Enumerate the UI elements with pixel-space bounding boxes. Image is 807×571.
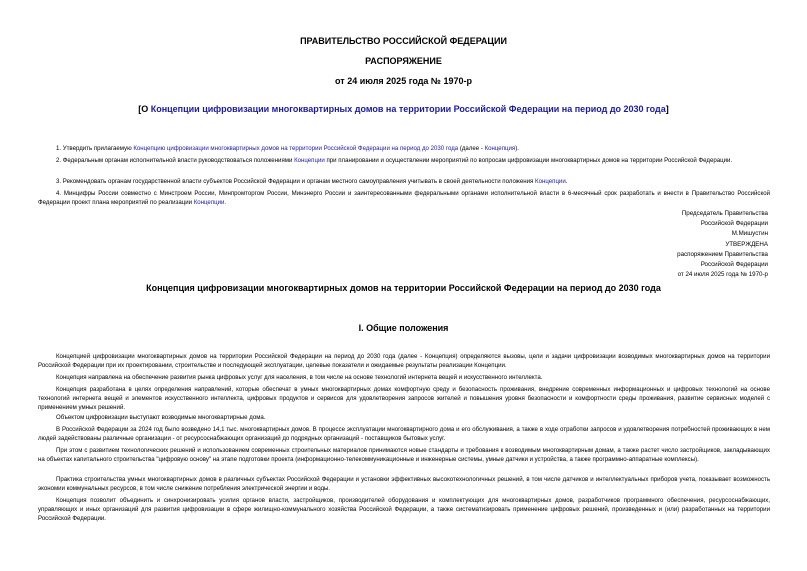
concept-title: Концепция цифровизации многоквартирных домов на территории Российской Федерации на период до 2030 года bbox=[146, 283, 661, 293]
title-bracket-close: ] bbox=[665, 104, 669, 114]
concept-paragraph-6 bbox=[38, 446, 770, 464]
concept-paragraph-5 bbox=[38, 425, 770, 443]
order-p2-end: при планировании и осуществлении мероприятий по вопросам цифровизации многоквартирных домов на территории Российской Федерации. bbox=[324, 157, 733, 164]
concept-paragraph-8 bbox=[38, 496, 770, 524]
signature-position: Председатель Правительства bbox=[681, 210, 768, 217]
concept-p5-text: В Российской Федерации за 2024 год было возведено 14,1 тыс. многоквартирных домов. В процессе эксплуатации многоквартирного дома и его обслуживания, а также в ходе отработки запросов и удовлетворения потребностей проживающих в нем людей задействованы различные организации - от ресурсоснабжающих организаций до подрядных организаций - поставщиков бытовых услуг. bbox=[38, 426, 770, 443]
approval-date: от 24 июля 2025 года № 1970-р bbox=[677, 271, 768, 279]
concept-p8-text: Концепция позволит объединить и синхронизировать усилия органов власти, застройщиков, производителей оборудования и комплектующих для многоквартирных домов, разработчиков программного обеспечения, ресурсоснабжающих, управляющих и иных организаций для развития цифровизации в сфере жилищно-коммунального хозяйства Российской Федерации, а также систематизировать применение цифровых решений, произведенных и (или) разработанных на территории Российской Федерации. bbox=[38, 497, 770, 523]
order-p1-link[interactable]: Концепцию цифровизации многоквартирных домов на территории Российской Федерации на период до 2030 года bbox=[133, 145, 459, 152]
order-p1-mid: (далее - bbox=[458, 145, 485, 152]
order-p4-text: 4. Минцифры России совместно с Минстроем России, Минпромторгом России, Минэнерго России и заинтересованными федеральными органами исполнительной власти в 6-месячный срок разработать и внести в Правительство Российской Федерации проект плана мероприятий по реализации bbox=[38, 190, 770, 207]
signature-block bbox=[568, 209, 768, 280]
government-heading: ПРАВИТЕЛЬСТВО РОССИЙСКОЙ ФЕДЕРАЦИИ bbox=[300, 36, 507, 46]
concept-paragraph-1 bbox=[38, 352, 770, 370]
concept-paragraph-7 bbox=[38, 475, 770, 493]
order-p1-end: ). bbox=[515, 145, 519, 152]
date-number-heading: от 24 июля 2025 года № 1970-р bbox=[335, 76, 472, 86]
concept-paragraph-3 bbox=[38, 385, 770, 413]
section-heading: I. Общие положения bbox=[358, 323, 449, 333]
concept-p3-text: Концепция разработана в целях определения направлений, которые обеспечат в умных многоквартирных домах комфортную среду и безопасность проживания, внедрение современных информационных и цифровых технологий на основе технологий интернета вещей и элементов искусственного интеллекта, цифровых продуктов и сервисов для удовлетворения запросов жителей и повышения уровня безопасности и комфортности среды проживания, развитие сервисных моделей с применением умных решений. bbox=[38, 386, 770, 412]
concept-p6-text: При этом с развитием технологических решений и использованием современных строительных материалов принимаются новые стандарты и требования к возводимым многоквартирным домам, а также растет число застройщиков, закладывающих на объектах капитального строительства "цифровую основу" на этапе подготовки проекта (информационно-телекоммуникационные и инженерные системы, умные датчики и устройства, а также программно-аппаратные комплексы). bbox=[38, 447, 770, 464]
order-p3-text: 3. Рекомендовать органам государственной власти субъектов Российской Федерации и органам местного самоуправления учитывать в своей деятельности положения bbox=[56, 178, 536, 185]
order-p2-text: 2. Федеральным органам исполнительной власти руководствоваться положениями bbox=[56, 157, 295, 164]
document-title bbox=[0, 104, 807, 114]
concept-p4-text: Объектом цифровизации выступают возводимые многоквартирные дома. bbox=[56, 414, 266, 421]
order-p4-end: . bbox=[224, 199, 227, 207]
approval-by: распоряжением Правительства bbox=[677, 250, 768, 258]
concept-paragraph-2 bbox=[38, 373, 770, 382]
title-bracket-open: [О bbox=[138, 104, 151, 114]
signature-country: Российской Федерации bbox=[700, 220, 768, 228]
concept-p7-text: Практика строительства умных многоквартирных домов в различных субъектах Российской Федерации и установки эффективных высокотехнологичных решений, в том числе датчиков и интеллектуальных приборов учета, показывает возможность экономии коммунальных ресурсов, в том числе снижение потребления электрической энергии и воды. bbox=[38, 476, 770, 493]
order-p1-text: 1. Утвердить прилагаемую bbox=[56, 145, 134, 152]
order-p2-link[interactable]: Концепции bbox=[294, 157, 325, 164]
order-paragraph-2 bbox=[38, 156, 770, 165]
order-paragraph-4 bbox=[38, 189, 770, 207]
order-paragraph-1 bbox=[38, 144, 770, 153]
order-p3-link[interactable]: Концепции bbox=[535, 178, 566, 185]
title-link[interactable]: Концепции цифровизации многоквартирных домов на территории Российской Федерации на период до 2030 года bbox=[150, 104, 666, 114]
order-paragraph-3 bbox=[38, 177, 770, 186]
order-p1-link2[interactable]: Концепция bbox=[484, 145, 516, 152]
signature-name: М.Мишустин bbox=[731, 230, 768, 238]
concept-paragraph-4 bbox=[38, 413, 770, 422]
concept-p1-text: Концепцией цифровизации многоквартирных домов на территории Российской Федерации на период до 2030 года (далее - Концепция) определяются вызовы, цели и задачи цифровизации возводимых многоквартирных домов на территории Российской Федерации при их проектировании, строительстве и последующей эксплуатации, целевые показатели и ожидаемые результаты реализации Концепции. bbox=[38, 353, 770, 370]
concept-p2-text: Концепция направлена на обеспечение развития рынка цифровых услуг для населения, в том числе на основе технологий интернета вещей и искусственного интеллекта. bbox=[56, 374, 543, 381]
order-p4-link[interactable]: Концепции bbox=[193, 199, 225, 207]
approval-stamp: УТВЕРЖДЕНА bbox=[725, 240, 768, 248]
document-type-heading: РАСПОРЯЖЕНИЕ bbox=[365, 56, 442, 66]
approval-country: Российской Федерации bbox=[700, 261, 768, 269]
order-p3-end: . bbox=[565, 178, 568, 185]
